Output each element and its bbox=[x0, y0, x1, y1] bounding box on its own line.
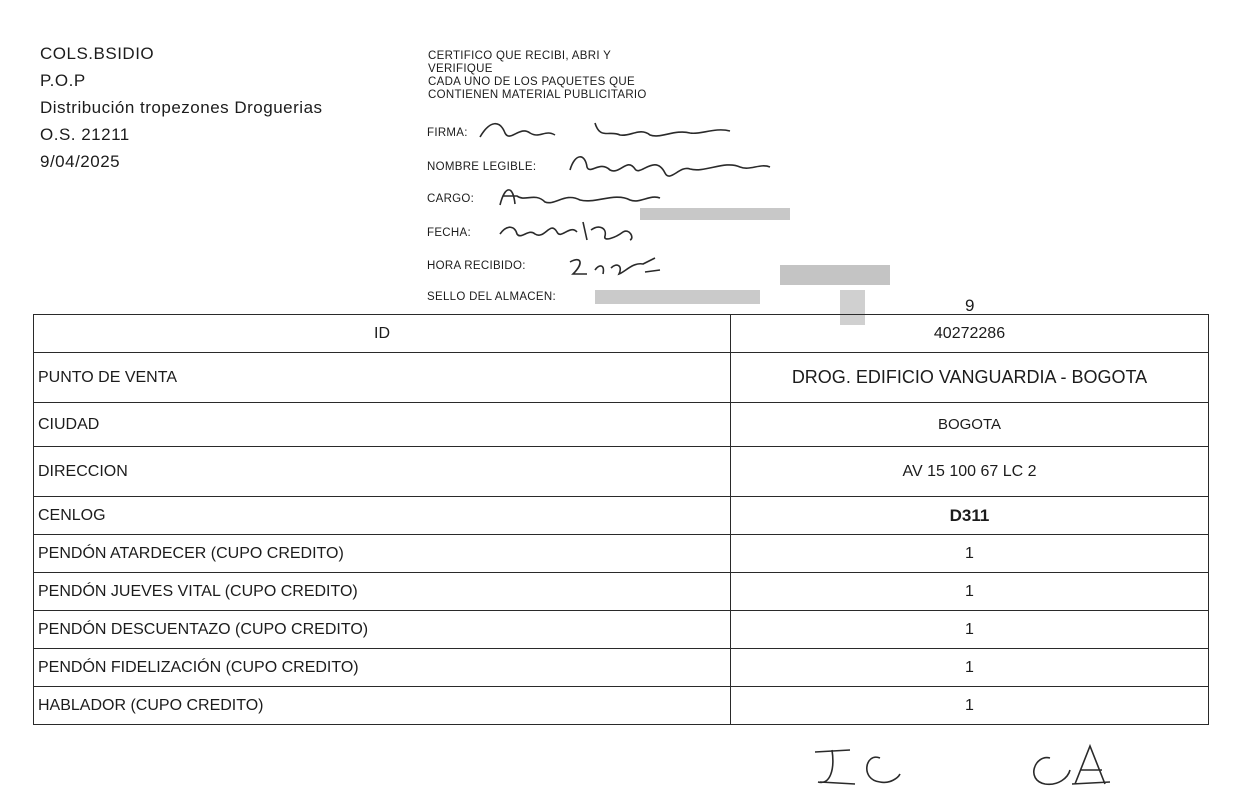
store-stamp-mark bbox=[560, 205, 900, 330]
row-value: AV 15 100 67 LC 2 bbox=[731, 447, 1209, 497]
row-label: PUNTO DE VENTA bbox=[34, 353, 731, 403]
header-line-pop: P.O.P bbox=[40, 71, 86, 90]
table-row bbox=[34, 497, 1209, 535]
row-value: 1 bbox=[731, 535, 1209, 573]
row-value: DROG. EDIFICIO VANGUARDIA - BOGOTA bbox=[731, 353, 1209, 403]
page-number: 9 bbox=[965, 296, 975, 315]
footer-initials-signature bbox=[810, 740, 1120, 795]
table-row bbox=[34, 649, 1209, 687]
company-name: COLS.BSIDIO bbox=[40, 44, 155, 63]
row-label: PENDÓN DESCUENTAZO (CUPO CREDITO) bbox=[34, 611, 731, 649]
id-value: 40272286 bbox=[731, 315, 1209, 353]
header-line-distribution: Distribución tropezones Droguerias bbox=[40, 98, 323, 117]
certificate-statement bbox=[428, 50, 647, 102]
cert-line: CERTIFICO QUE RECIBI, ABRI Y bbox=[428, 50, 612, 62]
table-row bbox=[34, 403, 1209, 447]
row-value: D311 bbox=[731, 497, 1209, 535]
row-label: CENLOG bbox=[34, 497, 731, 535]
firma-signature bbox=[475, 115, 745, 145]
cert-line: CADA UNO DE LOS PAQUETES QUE bbox=[428, 76, 635, 88]
row-label: PENDÓN FIDELIZACIÓN (CUPO CREDITO) bbox=[34, 649, 731, 687]
row-value: 1 bbox=[731, 649, 1209, 687]
table-row bbox=[34, 611, 1209, 649]
table-row bbox=[34, 353, 1209, 403]
nombre-signature bbox=[565, 145, 775, 185]
service-order-number: O.S. 21211 bbox=[40, 125, 130, 144]
table-row bbox=[34, 687, 1209, 725]
table-row bbox=[34, 535, 1209, 573]
row-label: DIRECCION bbox=[34, 447, 731, 497]
document-date: 9/04/2025 bbox=[40, 152, 121, 171]
sello-label: SELLO DEL ALMACEN: bbox=[427, 291, 556, 303]
row-label: PENDÓN JUEVES VITAL (CUPO CREDITO) bbox=[34, 573, 731, 611]
cert-line: CONTIENEN MATERIAL PUBLICITARIO bbox=[428, 89, 647, 101]
row-label: PENDÓN ATARDECER (CUPO CREDITO) bbox=[34, 535, 731, 573]
firma-label: FIRMA: bbox=[427, 127, 468, 139]
table-row bbox=[34, 315, 1209, 353]
row-value: 1 bbox=[731, 687, 1209, 725]
pos-details-table bbox=[33, 314, 1209, 725]
fecha-label: FECHA: bbox=[427, 227, 471, 239]
row-value: 1 bbox=[731, 573, 1209, 611]
row-value: 1 bbox=[731, 611, 1209, 649]
cert-line: VERIFIQUE bbox=[428, 63, 493, 75]
company-header bbox=[40, 40, 323, 175]
row-label: CIUDAD bbox=[34, 403, 731, 447]
table-row bbox=[34, 573, 1209, 611]
hora-label: HORA RECIBIDO: bbox=[427, 260, 526, 272]
nombre-label: NOMBRE LEGIBLE: bbox=[427, 161, 537, 173]
row-label: HABLADOR (CUPO CREDITO) bbox=[34, 687, 731, 725]
table-row bbox=[34, 447, 1209, 497]
id-label: ID bbox=[34, 315, 731, 353]
row-value: BOGOTA bbox=[731, 403, 1209, 447]
cargo-label: CARGO: bbox=[427, 193, 475, 205]
